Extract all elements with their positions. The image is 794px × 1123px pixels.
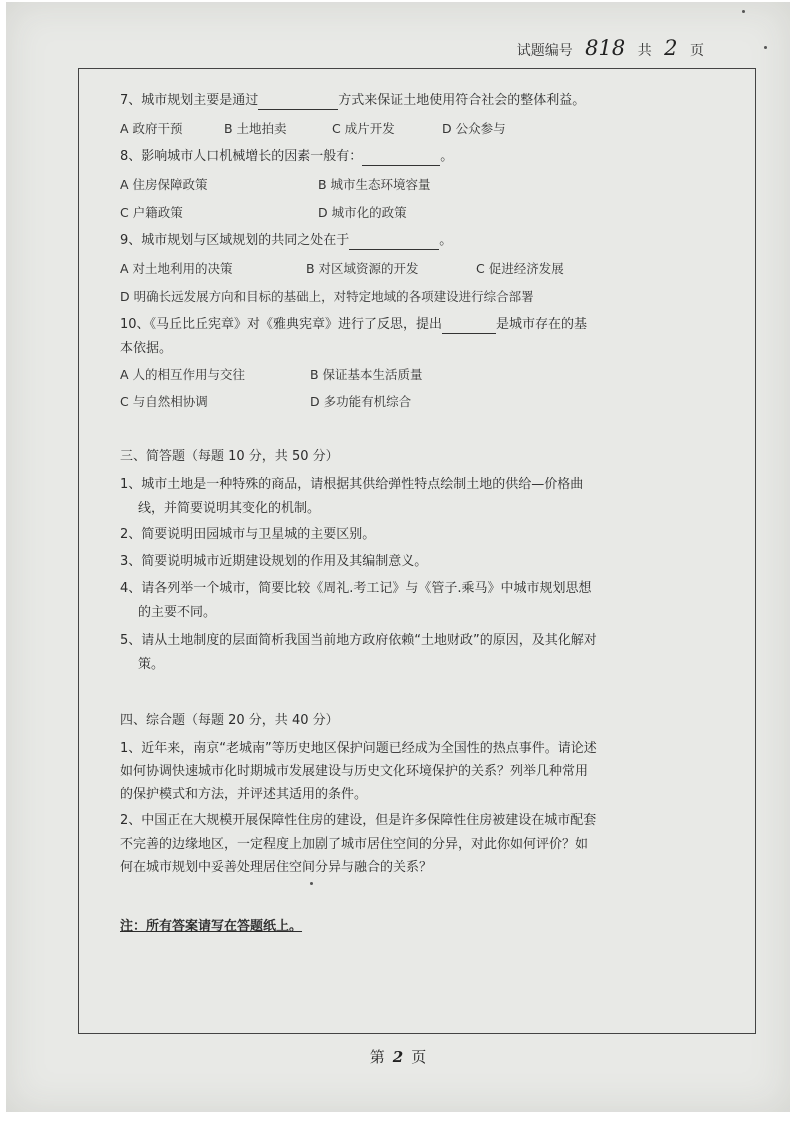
- q10-option-d: D 多功能有机综合: [310, 394, 412, 409]
- s3-item2: 2、简要说明田园城市与卫星城的主要区别。: [120, 527, 376, 542]
- q7-blank: [258, 95, 338, 110]
- s3-item5-line2: 策。: [138, 657, 165, 672]
- s4-item1-line1: 1、近年来，南京“老城南”等历史地区保护问题已经成为全国性的热点事件。请论述: [120, 741, 597, 756]
- q8-option-b: B 城市生态环境容量: [318, 177, 431, 192]
- q7-stem-start: 7、城市规划主要是通过: [120, 93, 259, 108]
- s4-item2-line1: 2、中国正在大规模开展保障性住房的建设，但是许多保障性住房被建设在城市配套: [120, 813, 597, 828]
- s4-item2-line3: 何在城市规划中妥善处理居住空间分异与融合的关系？: [120, 860, 433, 875]
- exam-header: [517, 36, 704, 60]
- q9-option-a: A 对土地利用的决策: [120, 261, 233, 276]
- q9-option-c: C 促进经济发展: [476, 261, 564, 276]
- q9-stem: [120, 232, 452, 250]
- q7-option-a: A 政府干预: [120, 121, 183, 136]
- footer-prefix: 第: [369, 1048, 385, 1066]
- q7-stem-end: 方式来保证土地使用符合社会的整体利益。: [338, 93, 586, 108]
- q8-stem-end: 。: [440, 149, 454, 164]
- exam-code-label: 试题编号: [516, 43, 573, 59]
- exam-page: [6, 2, 790, 1112]
- s4-item1-line3: 的保护模式和方法，并评述其适用的条件。: [120, 787, 368, 802]
- q10-stem-middle: 是城市存在的基: [496, 317, 588, 332]
- section4-title: 四、综合题（每题 20 分，共 40 分）: [120, 713, 339, 728]
- q9-option-b: B 对区域资源的开发: [306, 261, 419, 276]
- q8-option-c: C 户籍政策: [120, 205, 183, 220]
- answer-note: 注：所有答案请写在答题纸上。: [120, 919, 303, 934]
- s3-item4-line2: 的主要不同。: [138, 605, 217, 620]
- q10-option-b: B 保证基本生活质量: [310, 367, 423, 382]
- total-pages-value: 2: [664, 36, 678, 60]
- total-pages-suffix: 页: [690, 43, 704, 59]
- q10-stem-start: 10、《马丘比丘宪章》对《雅典宪章》进行了反思，提出: [120, 317, 443, 332]
- total-pages-prefix: 共: [637, 43, 652, 59]
- q7-option-c: C 成片开发: [332, 121, 395, 136]
- q9-stem-text: 9、城市规划与区域规划的共同之处在于: [120, 233, 350, 248]
- s4-item2-line2: 不完善的边缘地区，一定程度上加剧了城市居住空间的分异，对此你如何评价？如: [120, 837, 589, 852]
- paper-speck: [764, 46, 767, 49]
- s3-item1-line1: 1、城市土地是一种特殊的商品，请根据其供给弹性特点绘制土地的供给—价格曲: [120, 477, 584, 492]
- q8-stem-text: 8、影响城市人口机械增长的因素一般有：: [120, 149, 363, 164]
- s4-item1-line2: 如何协调快速城市化时期城市发展建设与历史文化环境保护的关系？列举几种常用: [120, 764, 589, 779]
- section3-title: 三、简答题（每题 10 分，共 50 分）: [120, 449, 339, 464]
- q8-option-a: A 住房保障政策: [120, 177, 208, 192]
- s3-item4-line1: 4、请各列举一个城市，简要比较《周礼.考工记》与《管子.乘马》中城市规划思想: [120, 581, 592, 596]
- q10-blank: [442, 319, 496, 334]
- q9-blank: [349, 235, 439, 250]
- page-footer: [6, 1046, 790, 1067]
- paper-speck: [742, 10, 745, 13]
- q8-blank: [362, 151, 440, 166]
- q10-option-c: C 与自然相协调: [120, 394, 208, 409]
- s3-item3: 3、简要说明城市近期建设规划的作用及其编制意义。: [120, 554, 428, 569]
- exam-code-value: 818: [585, 36, 626, 60]
- q10-stem: [120, 316, 587, 334]
- q9-option-d: D 明确长远发展方向和目标的基础上，对特定地域的各项建设进行综合部署: [120, 289, 534, 304]
- q7-option-b: B 土地拍卖: [224, 121, 287, 136]
- q10-stem-continued: 本依据。: [120, 341, 173, 356]
- footer-page-number: 2: [392, 1048, 404, 1066]
- footer-suffix: 页: [411, 1048, 427, 1066]
- q10-option-a: A 人的相互作用与交往: [120, 367, 246, 382]
- paper-speck: [310, 882, 313, 885]
- q7-option-d: D 公众参与: [442, 121, 506, 136]
- s3-item5-line1: 5、请从土地制度的层面简析我国当前地方政府依赖“土地财政”的原因，及其化解对: [120, 633, 597, 648]
- q8-option-d: D 城市化的政策: [318, 205, 407, 220]
- q8-stem: [120, 148, 453, 166]
- q9-stem-end: 。: [439, 233, 453, 248]
- s3-item1-line2: 线，并简要说明其变化的机制。: [138, 501, 321, 516]
- q7-stem: [120, 92, 585, 110]
